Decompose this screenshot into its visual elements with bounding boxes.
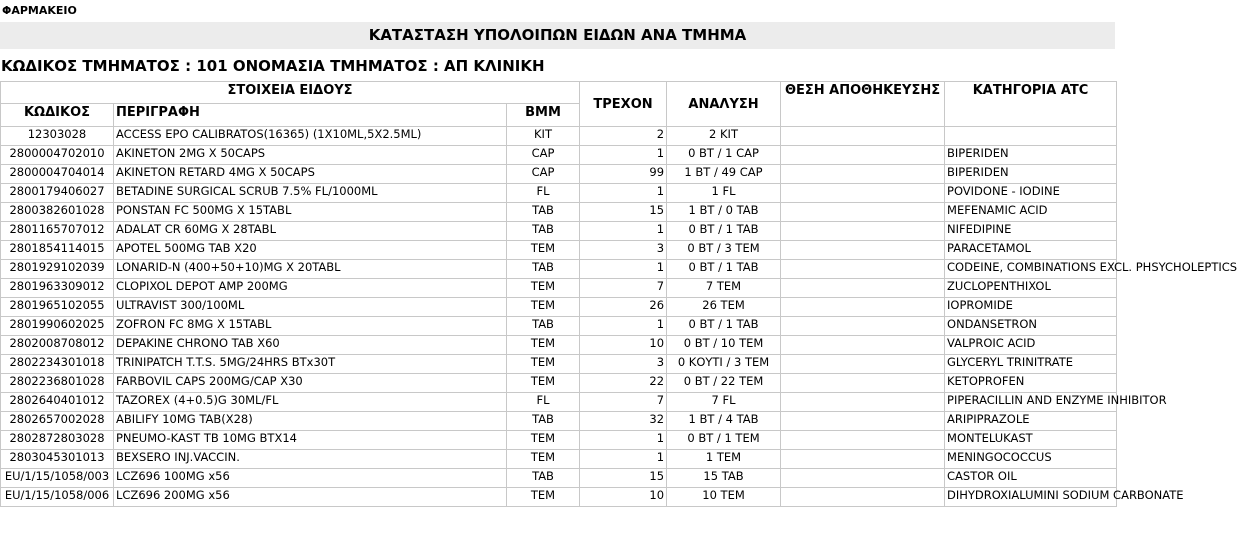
table-row [1,393,1117,412]
atc-category-cell: MONTELUKAST [945,431,1117,450]
current-quantity-cell: 7 [580,393,667,412]
item-unit-cell: TEM [507,355,580,374]
analysis-cell: 0 BT / 3 TEM [667,241,781,260]
table-row [1,355,1117,374]
atc-category-cell: ARIPIPRAZOLE [945,412,1117,431]
table-row [1,260,1117,279]
atc-category-cell: MEFENAMIC ACID [945,203,1117,222]
current-quantity-cell: 3 [580,355,667,374]
item-description-cell: LCZ696 100MG x56 [114,469,507,488]
item-description-cell: BEXSERO INJ.VACCIN. [114,450,507,469]
table-row [1,279,1117,298]
table-row [1,184,1117,203]
item-description-cell: TRINIPATCH T.T.S. 5MG/24HRS BTx30T [114,355,507,374]
storage-location-cell [781,469,945,488]
item-description-cell: BETADINE SURGICAL SCRUB 7.5% FL/1000ML [114,184,507,203]
analysis-cell: 0 BT / 10 TEM [667,336,781,355]
table-row [1,241,1117,260]
analysis-cell: 0 ΚΟΥΤΙ / 3 TEM [667,355,781,374]
item-unit-cell: TAB [507,203,580,222]
storage-location-cell [781,260,945,279]
atc-category-cell: VALPROIC ACID [945,336,1117,355]
current-quantity-cell: 26 [580,298,667,317]
atc-category-cell: MENINGOCOCCUS [945,450,1117,469]
atc-category-cell: KETOPROFEN [945,374,1117,393]
current-quantity-cell: 99 [580,165,667,184]
current-quantity-cell: 1 [580,317,667,336]
analysis-cell: 0 BT / 1 TAB [667,260,781,279]
item-unit-cell: TEM [507,241,580,260]
table-row [1,317,1117,336]
analysis-cell: 15 TAB [667,469,781,488]
stock-table-body [1,127,1237,507]
item-unit-cell: TEM [507,374,580,393]
item-code-cell: 2801990602025 [1,317,114,336]
analysis-cell: 7 TEM [667,279,781,298]
item-description-cell: APOTEL 500MG TAB X20 [114,241,507,260]
item-code-cell: 2801963309012 [1,279,114,298]
item-code-cell: 2802640401012 [1,393,114,412]
storage-location-cell [781,450,945,469]
item-code-cell: 2802657002028 [1,412,114,431]
analysis-cell: 0 BT / 1 TAB [667,222,781,241]
storage-location-cell [781,241,945,260]
atc-category-cell: CODEINE, COMBINATIONS EXCL. PHSYCHOLEPTICS [945,260,1117,279]
atc-category-cell: ONDANSETRON [945,317,1117,336]
item-code-cell: 2800004702010 [1,146,114,165]
analysis-cell: 1 BT / 49 CAP [667,165,781,184]
item-description-cell: AKINETON 2MG X 50CAPS [114,146,507,165]
current-quantity-cell: 15 [580,469,667,488]
atc-category-cell: BIPERIDEN [945,165,1117,184]
item-unit-cell: TEM [507,279,580,298]
current-quantity-cell: 15 [580,203,667,222]
unit-column-header: ΒΜΜ [507,104,580,127]
current-quantity-cell: 1 [580,260,667,279]
atc-category-cell: ZUCLOPENTHIXOL [945,279,1117,298]
item-unit-cell: FL [507,393,580,412]
storage-location-cell [781,488,945,507]
current-quantity-cell: 2 [580,127,667,146]
stock-table [0,81,1237,507]
item-description-cell: LONARID-N (400+50+10)MG X 20TABL [114,260,507,279]
table-row [1,412,1117,431]
item-description-cell: FARBOVIL CAPS 200MG/CAP X30 [114,374,507,393]
item-code-cell: 2801929102039 [1,260,114,279]
item-unit-cell: FL [507,184,580,203]
analysis-cell: 0 BT / 1 TAB [667,317,781,336]
table-row [1,336,1117,355]
current-quantity-cell: 10 [580,488,667,507]
item-unit-cell: TEM [507,488,580,507]
current-quantity-cell: 32 [580,412,667,431]
item-code-cell: 2802872803028 [1,431,114,450]
current-quantity-cell: 3 [580,241,667,260]
description-column-header: ΠΕΡΙΓΡΑΦΗ [114,104,507,127]
storage-location-cell [781,412,945,431]
item-unit-cell: TAB [507,222,580,241]
storage-location-cell [781,203,945,222]
current-quantity-cell: 1 [580,450,667,469]
storage-location-cell [781,431,945,450]
item-description-cell: ABILIFY 10MG TAB(X28) [114,412,507,431]
item-code-cell: 2801965102055 [1,298,114,317]
item-unit-cell: CAP [507,146,580,165]
storage-location-cell [781,355,945,374]
item-unit-cell: TEM [507,336,580,355]
analysis-column-header: ΑΝΑΛΥΣΗ [667,82,781,127]
analysis-cell: 0 BT / 22 TEM [667,374,781,393]
current-quantity-cell: 1 [580,146,667,165]
item-description-cell: ACCESS EPO CALIBRATOS(16365) (1X10ML,5X2.5ML) [114,127,507,146]
item-unit-cell: TAB [507,412,580,431]
table-row [1,488,1117,507]
analysis-cell: 26 TEM [667,298,781,317]
atc-category-cell: CASTOR OIL [945,469,1117,488]
storage-location-cell [781,165,945,184]
current-quantity-cell: 1 [580,222,667,241]
current-quantity-cell: 1 [580,184,667,203]
item-code-cell: 2802236801028 [1,374,114,393]
atc-category-cell: PARACETAMOL [945,241,1117,260]
department-line: ΚΩΔΙΚΟΣ ΤΜΗΜΑΤΟΣ : 101 ΟΝΟΜΑΣΙΑ ΤΜΗΜΑΤΟΣ : ΑΠ ΚΛΙΝΙΚΗ [1,57,545,75]
analysis-cell: 1 TEM [667,450,781,469]
item-code-cell: 2800382601028 [1,203,114,222]
table-row [1,127,1117,146]
table-row [1,165,1117,184]
table-row [1,146,1117,165]
storage-location-cell [781,184,945,203]
item-description-cell: AKINETON RETARD 4MG X 50CAPS [114,165,507,184]
item-description-cell: TAZOREX (4+0.5)G 30ML/FL [114,393,507,412]
current-quantity-cell: 1 [580,431,667,450]
item-unit-cell: TAB [507,260,580,279]
atc-category-cell: DIHYDROXIALUMINI SODIUM CARBONATE [945,488,1117,507]
item-code-cell: 2800004704014 [1,165,114,184]
item-code-cell: 2802008708012 [1,336,114,355]
current-quantity-cell: 7 [580,279,667,298]
table-row [1,298,1117,317]
current-quantity-cell: 22 [580,374,667,393]
current-column-header: ΤΡΕΧΟΝ [580,82,667,127]
item-unit-cell: TEM [507,431,580,450]
storage-location-cell [781,317,945,336]
analysis-cell: 1 BT / 0 TAB [667,203,781,222]
item-unit-cell: TEM [507,298,580,317]
item-code-cell: 12303028 [1,127,114,146]
item-code-cell: 2803045301013 [1,450,114,469]
item-description-cell: CLOPIXOL DEPOT AMP 200MG [114,279,507,298]
analysis-cell: 10 TEM [667,488,781,507]
item-unit-cell: TAB [507,469,580,488]
storage-location-column-header: ΘΕΣΗ ΑΠΟΘΗΚΕΥΣΗΣ [781,82,945,127]
item-unit-cell: CAP [507,165,580,184]
item-description-cell: PNEUMO-KAST TB 10MG BTX14 [114,431,507,450]
item-unit-cell: TEM [507,450,580,469]
item-code-cell: 2801854114015 [1,241,114,260]
organization-name: ΦΑΡΜΑΚΕΙΟ [2,4,77,17]
item-description-cell: LCZ696 200MG x56 [114,488,507,507]
storage-location-cell [781,146,945,165]
storage-location-cell [781,222,945,241]
storage-location-cell [781,298,945,317]
item-details-group-header: ΣΤΟΙΧΕΙΑ ΕΙΔΟΥΣ [1,82,580,104]
table-row [1,374,1117,393]
storage-location-cell [781,127,945,146]
table-row [1,222,1117,241]
item-description-cell: ADALAT CR 60MG X 28TABL [114,222,507,241]
atc-category-cell [945,127,1117,146]
analysis-cell: 1 BT / 4 TAB [667,412,781,431]
atc-category-cell: GLYCERYL TRINITRATE [945,355,1117,374]
atc-category-cell: IOPROMIDE [945,298,1117,317]
item-unit-cell: KIT [507,127,580,146]
current-quantity-cell: 10 [580,336,667,355]
item-code-cell: EU/1/15/1058/003 [1,469,114,488]
item-code-cell: 2801165707012 [1,222,114,241]
report-title: ΚΑΤΑΣΤΑΣΗ ΥΠΟΛΟΙΠΩΝ ΕΙΔΩΝ ΑΝΑ ΤΜΗΜΑ [0,22,1115,49]
table-row [1,203,1117,222]
analysis-cell: 7 FL [667,393,781,412]
item-unit-cell: TAB [507,317,580,336]
storage-location-cell [781,393,945,412]
item-description-cell: DEPAKINE CHRONO TAB X60 [114,336,507,355]
item-code-cell: EU/1/15/1058/006 [1,488,114,507]
analysis-cell: 2 KIT [667,127,781,146]
atc-category-cell: NIFEDIPINE [945,222,1117,241]
atc-category-cell: BIPERIDEN [945,146,1117,165]
storage-location-cell [781,279,945,298]
item-description-cell: PONSTAN FC 500MG X 15TABL [114,203,507,222]
code-column-header: ΚΩΔΙΚΟΣ [1,104,114,127]
table-row [1,431,1117,450]
storage-location-cell [781,336,945,355]
atc-category-column-header: ΚΑΤΗΓΟΡΙΑ ATC [945,82,1117,127]
analysis-cell: 0 BT / 1 CAP [667,146,781,165]
table-row [1,469,1117,488]
item-code-cell: 2802234301018 [1,355,114,374]
atc-category-cell: PIPERACILLIN AND ENZYME INHIBITOR [945,393,1117,412]
analysis-cell: 1 FL [667,184,781,203]
atc-category-cell: POVIDONE - IODINE [945,184,1117,203]
storage-location-cell [781,374,945,393]
item-code-cell: 2800179406027 [1,184,114,203]
table-row [1,450,1117,469]
item-description-cell: ULTRAVIST 300/100ML [114,298,507,317]
analysis-cell: 0 BT / 1 TEM [667,431,781,450]
item-description-cell: ZOFRON FC 8MG X 15TABL [114,317,507,336]
